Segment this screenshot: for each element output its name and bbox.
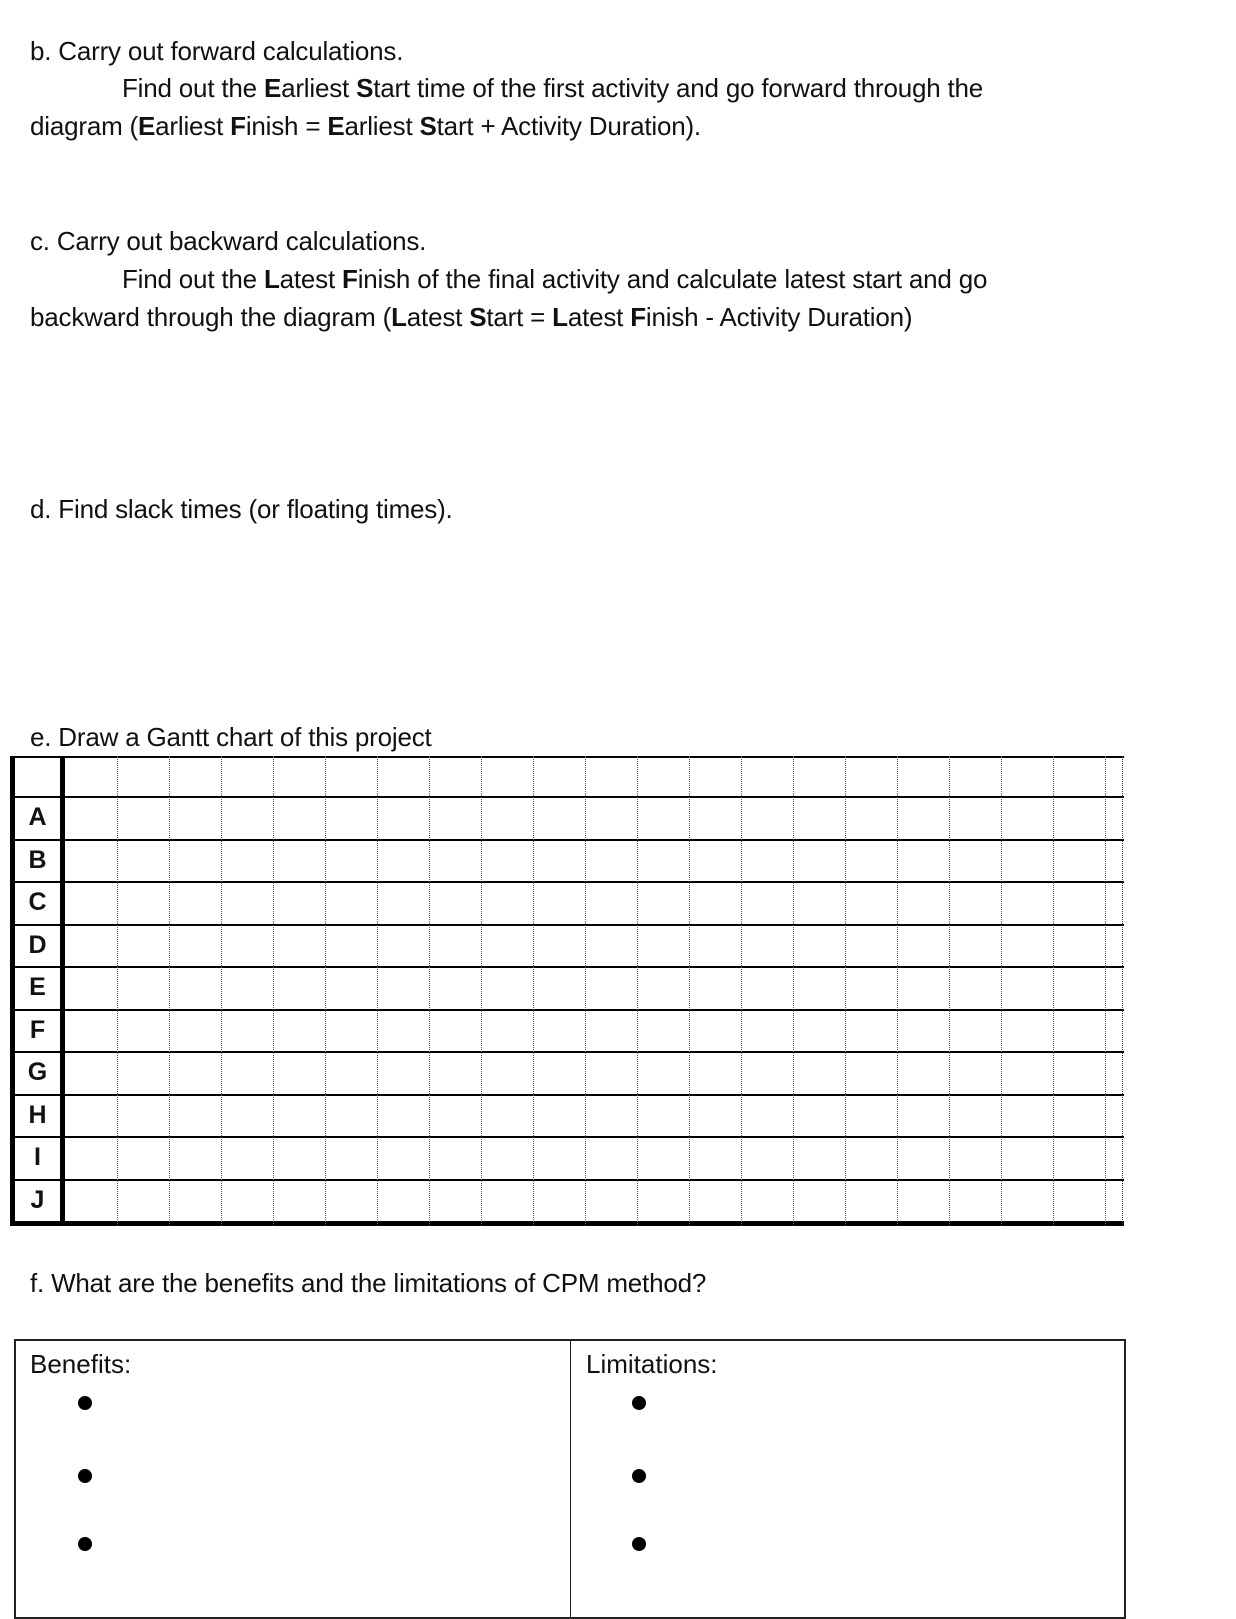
gantt-row-line (10, 1136, 1124, 1138)
gantt-time-column-line (741, 756, 742, 1226)
limitations-label: Limitations: (586, 1349, 718, 1379)
gantt-time-column-line (1053, 756, 1054, 1226)
gantt-time-column-line (325, 756, 326, 1226)
gantt-time-column-line (377, 756, 378, 1226)
limitations-bullet (632, 1469, 646, 1483)
gantt-time-column-line (169, 756, 170, 1226)
gantt-row-line (10, 839, 1124, 841)
gantt-time-column-line (221, 756, 222, 1226)
gantt-activity-label: D (28, 930, 47, 959)
benefits-limitations-table (14, 1339, 1126, 1619)
limitations-bullet (632, 1537, 646, 1551)
gantt-time-column-line (1105, 756, 1106, 1226)
gantt-activity-label: E (29, 973, 46, 1001)
gantt-activity-label: I (34, 1143, 41, 1171)
gantt-row-line (10, 756, 1124, 758)
gantt-time-column-line (481, 756, 482, 1226)
gantt-time-column-line (689, 756, 690, 1226)
section-e-heading: e. Draw a Gantt chart of this project (30, 722, 432, 752)
table-divider (570, 1341, 571, 1617)
gantt-time-column-line (897, 756, 898, 1226)
section-c-instruction-line2: backward through the diagram (Latest Start = Latest Finish - Activity Duration) (30, 302, 913, 332)
section-b-instruction-line1: Find out the Earliest Start time of the first activity and go forward through the (122, 73, 984, 103)
gantt-right-edge (1122, 756, 1123, 1226)
gantt-row-line (10, 796, 1124, 798)
gantt-time-column-line (793, 756, 794, 1226)
section-c-heading: c. Carry out backward calculations. (30, 226, 427, 256)
gantt-activity-label: A (28, 803, 47, 831)
gantt-time-column-line (429, 756, 430, 1226)
gantt-row-line (10, 966, 1124, 968)
section-b-heading: b. Carry out forward calculations. (30, 36, 404, 66)
section-f-heading: f. What are the benefits and the limitations of CPM method? (30, 1268, 707, 1298)
benefits-bullet (78, 1537, 92, 1551)
gantt-row-line (10, 1094, 1124, 1096)
gantt-time-column-line (585, 756, 586, 1226)
gantt-activity-label: C (28, 888, 47, 916)
section-b-instruction-line2: diagram (Earliest Finish = Earliest Start + Activity Duration). (30, 111, 701, 141)
gantt-activity-label: H (28, 1100, 47, 1129)
benefits-bullet (78, 1469, 92, 1483)
gantt-time-column-line (117, 756, 118, 1226)
gantt-activity-label: G (27, 1058, 48, 1086)
section-c-instruction-line1: Find out the Latest Finish of the final activity and calculate latest start and go (122, 264, 988, 294)
gantt-time-column-line (533, 756, 534, 1226)
gantt-activity-label: B (28, 845, 47, 874)
benefits-bullet (78, 1396, 92, 1410)
gantt-row-line (10, 1179, 1124, 1181)
gantt-grid (10, 756, 1124, 1226)
gantt-row-line (10, 1221, 1124, 1226)
gantt-time-column-line (1001, 756, 1002, 1226)
gantt-row-line (10, 924, 1124, 926)
gantt-time-column-line (845, 756, 846, 1226)
gantt-time-column-line (949, 756, 950, 1226)
gantt-time-column-line (637, 756, 638, 1226)
gantt-activity-label: J (30, 1185, 45, 1214)
section-d-heading: d. Find slack times (or floating times). (30, 494, 453, 524)
gantt-time-column-line (273, 756, 274, 1226)
gantt-row-line (10, 1009, 1124, 1011)
gantt-row-line (10, 881, 1124, 883)
gantt-activity-label: F (29, 1015, 46, 1044)
benefits-label: Benefits: (30, 1349, 132, 1379)
gantt-row-line (10, 1051, 1124, 1053)
limitations-bullet (632, 1396, 646, 1410)
